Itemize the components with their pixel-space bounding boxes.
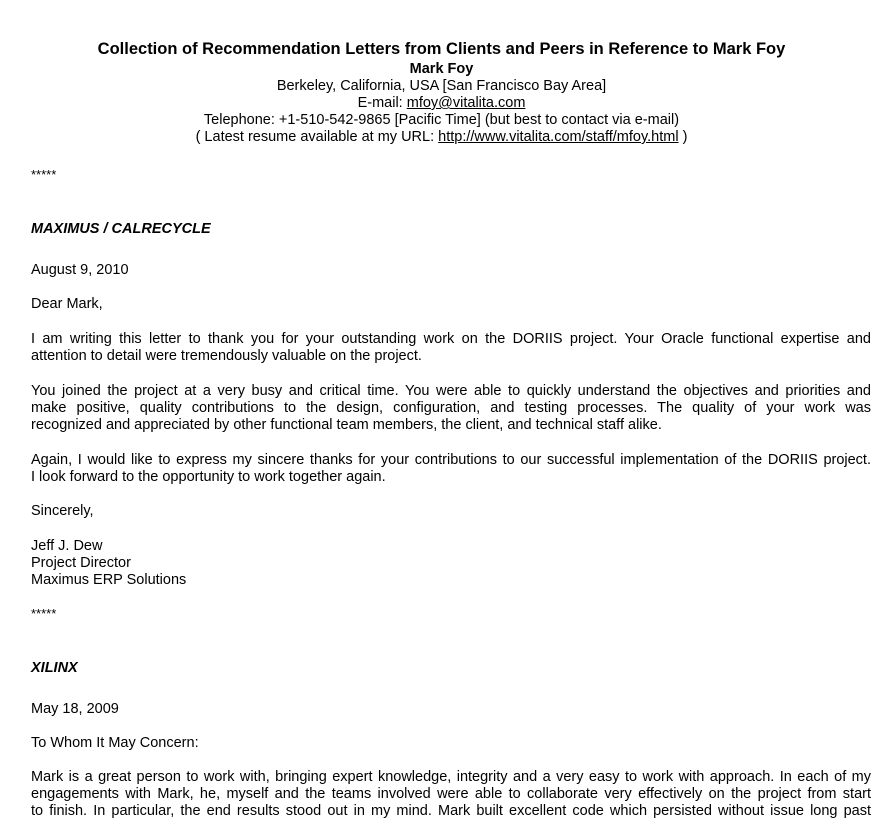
paragraph-line: attention to detail were tremendously valuable on the project. xyxy=(31,348,422,364)
letter-signature xyxy=(31,538,871,589)
paragraph-line: engagements with Mark, he, myself and the teams involved were able to collaborate very effectively on the project from start xyxy=(31,786,871,802)
paragraph-line: make positive, quality contributions to the design, configuration, and testing processes. The quality of your work was xyxy=(31,400,871,416)
letter-paragraph xyxy=(31,383,871,434)
letter-salutation: To Whom It May Concern: xyxy=(31,735,199,751)
paragraph-line: I am writing this letter to thank you for your outstanding work on the DORIIS project. Your Oracle functional expertise and xyxy=(31,331,871,347)
letter-paragraph xyxy=(31,331,871,365)
signature-title: Project Director xyxy=(31,555,131,571)
document-title: Collection of Recommendation Letters from Clients and Peers in Reference to Mark Foy xyxy=(97,40,786,58)
letter-paragraph xyxy=(31,452,871,486)
paragraph-line: Mark is a great person to work with, bringing expert knowledge, integrity and a very easy to work with approach. In each of my xyxy=(31,769,871,785)
letter-heading: MAXIMUS / CALRECYCLE xyxy=(31,221,211,237)
letter-closing: Sincerely, xyxy=(31,503,94,519)
paragraph-line: Again, I would like to express my sincere thanks for your contributions to our successful implementation of the DORIIS project. xyxy=(31,452,871,468)
letter-paragraph xyxy=(31,769,871,820)
resume-url-link[interactable]: http://www.vitalita.com/staff/mfoy.html xyxy=(438,129,679,145)
document-header xyxy=(0,38,883,146)
email-label: E-mail: xyxy=(357,95,407,111)
letter-heading: XILINX xyxy=(31,660,78,676)
paragraph-line: recognized and appreciated by other functional team members, the client, and technical staff alike. xyxy=(31,417,662,433)
letter-date: August 9, 2010 xyxy=(31,262,129,278)
separator: ***** xyxy=(31,606,57,621)
paragraph-line: to finish. In particular, the end results stood out in my mind. Mark built excellent code which persisted without issue long past xyxy=(31,803,871,819)
resume-line xyxy=(0,129,883,146)
letter-date: May 18, 2009 xyxy=(31,701,119,717)
letter-salutation: Dear Mark, xyxy=(31,296,103,312)
paragraph-line: You joined the project at a very busy and critical time. You were able to quickly understand the objectives and priorities and xyxy=(31,383,871,399)
separator: ***** xyxy=(31,167,57,182)
email-link[interactable]: mfoy@vitalita.com xyxy=(406,95,526,111)
signature-company: Maximus ERP Solutions xyxy=(31,572,187,588)
paragraph-line: I look forward to the opportunity to work together again. xyxy=(31,469,386,485)
resume-prefix: ( Latest resume available at my URL: xyxy=(195,129,439,145)
author-name: Mark Foy xyxy=(409,61,474,77)
signature-name: Jeff J. Dew xyxy=(31,538,103,554)
resume-suffix: ) xyxy=(678,129,688,145)
author-location: Berkeley, California, USA [San Francisco Bay Area] xyxy=(276,78,607,94)
email-line xyxy=(0,95,883,112)
telephone-line: Telephone: +1-510-542-9865 [Pacific Time] (but best to contact via e-mail) xyxy=(203,112,680,128)
